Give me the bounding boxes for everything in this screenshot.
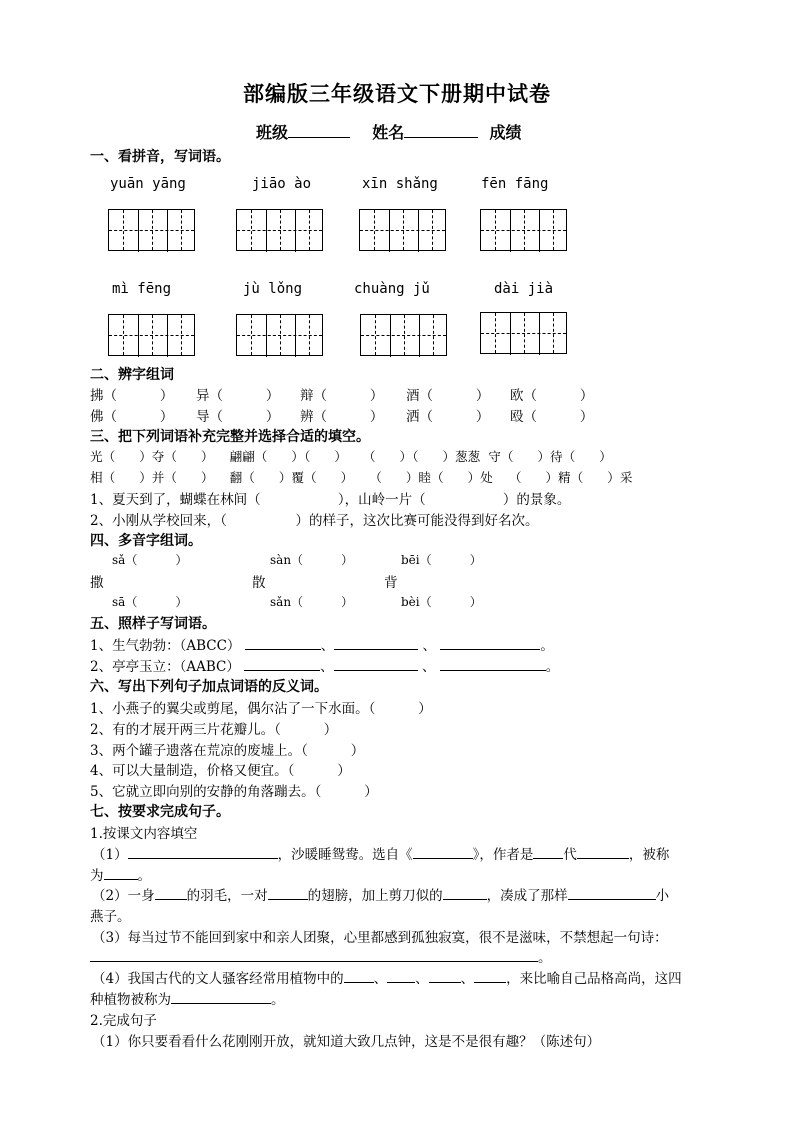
text: ，凑成了那样 [486, 888, 568, 904]
text: 。 [538, 950, 552, 966]
text: 、 [460, 971, 475, 987]
fill-line-3: （3）每当过节不能回到家中和亲人团聚，心里都感到孤独寂寞，很不是滋味，不禁想起一句诗： [92, 930, 668, 946]
name-field[interactable] [404, 123, 478, 138]
text: （4）我国古代的文人骚客经常用植物中的 [92, 971, 344, 987]
section-7-heading: 七、按要求完成句子。 [90, 804, 230, 820]
polyphone-reading: bèi（ ） [401, 595, 482, 609]
char-item: 酒（ ） [406, 388, 490, 404]
text: 、 [415, 971, 429, 987]
answer-blank[interactable] [128, 844, 278, 859]
antonym-item: 4、可以大量制造，价格又便宜。（ ） [90, 763, 351, 779]
antonym-item: 5、它就立即向别的安静的角落蹦去。（ ） [90, 784, 378, 800]
section-4-heading: 四、多音字组词。 [90, 533, 202, 549]
polyphone-char: 散 [252, 575, 266, 591]
answer-blank[interactable] [268, 885, 308, 900]
char-item: 欧（ ） [510, 388, 594, 404]
answer-blank[interactable] [334, 656, 418, 671]
char-item: 导（ ） [196, 409, 280, 425]
text: 》，作者是 [472, 847, 534, 863]
text: 种植物被称为 [90, 992, 171, 1008]
polyphone-char: 背 [384, 575, 398, 591]
section-3-heading: 三、把下列词语补充完整并选择合适的填空。 [90, 429, 370, 445]
writing-box[interactable] [236, 209, 323, 251]
section-1-heading: 一、看拼音，写词语。 [90, 149, 230, 165]
pinyin-3: xīn shǎng [362, 176, 438, 192]
subsection-1: 1.按课文内容填空 [90, 826, 198, 842]
section-5-heading: 五、照样子写词语。 [90, 616, 216, 632]
antonym-item: 2、有的才展开两三片花瓣儿。（ ） [90, 722, 338, 738]
text: 。 [271, 992, 285, 1008]
sentence-task-1: （1）你只要看看什么花刚刚开放，就知道大致几点钟，这是不是很有趣？（陈述句） [92, 1034, 601, 1050]
answer-blank[interactable] [90, 947, 538, 962]
idiom-row-1: 光（ ）夺（ ） 翩翩（ ）（ ） （ ）（ ）葱葱 守（ ）待（ ） [90, 449, 612, 464]
fill-question-2: 2、小刚从学校回来，（ ）的样子，这次比赛可能没得到好名次。 [90, 513, 539, 529]
answer-blank[interactable] [429, 968, 461, 983]
page-title: 部编版三年级语文下册期中试卷 [243, 81, 551, 106]
separator: 、 [320, 659, 334, 675]
answer-blank[interactable] [334, 635, 418, 650]
text: 为 [90, 868, 104, 884]
char-item: 辩（ ） [300, 388, 384, 404]
text: 小 [655, 888, 670, 904]
polyphone-reading: sǎn（ ） [270, 595, 354, 609]
student-info-line [256, 120, 521, 143]
fill-line-1 [92, 843, 669, 863]
section-2-heading: 二、辨字组词 [90, 367, 174, 383]
text: ，沙暖睡鸳鸯。选自《 [277, 847, 413, 863]
pattern-row-2 [90, 655, 559, 675]
writing-box[interactable] [236, 314, 323, 356]
answer-blank[interactable] [244, 656, 320, 671]
subsection-2: 2.完成句子 [90, 1013, 157, 1029]
text: （2）一身 [92, 888, 155, 904]
answer-blank[interactable] [171, 989, 271, 1004]
name-label: 姓名 [372, 123, 405, 142]
idiom-row-2: 相（ ）并（ ） 翻（ ）覆（ ） （ ）睦（ ）处 （ ）精（ ）采 [90, 470, 633, 485]
fill-line-2 [92, 884, 669, 904]
fill-question-1: 1、夏天到了，蝴蝶在林间（ ），山岭一片（ ）的景象。 [90, 492, 571, 508]
answer-blank[interactable] [104, 865, 138, 880]
text: ，来比喻自己品格高尚，这四 [506, 971, 682, 987]
answer-blank[interactable] [344, 968, 374, 983]
answer-blank[interactable] [440, 635, 540, 650]
answer-blank[interactable] [443, 885, 487, 900]
pattern-row-1 [90, 634, 554, 654]
answer-blank[interactable] [413, 844, 473, 859]
char-item: 殴（ ） [510, 409, 594, 425]
text: 的翅膀，加上剪刀似的 [307, 888, 443, 904]
answer-blank[interactable] [245, 635, 321, 650]
answer-blank[interactable] [155, 885, 187, 900]
text: ，被称 [628, 847, 670, 863]
period: 。 [540, 638, 554, 654]
writing-box[interactable] [480, 312, 567, 354]
polyphone-reading: sàn（ ） [270, 553, 354, 567]
fill-line-2b: 燕子。 [90, 909, 131, 925]
char-item: 佛（ ） [90, 409, 174, 425]
fill-line-3b [90, 946, 552, 966]
period: 。 [545, 659, 560, 675]
char-item: 拂（ ） [90, 388, 174, 404]
pattern-label: 2、亭亭玉立：（AABC） [90, 659, 240, 675]
separator: 、 [422, 638, 437, 654]
pattern-label: 1、生气勃勃：（ABCC） [90, 638, 241, 654]
fill-line-1b [90, 864, 151, 884]
section-6-heading: 六、写出下列句子加点词语的反义词。 [90, 679, 328, 695]
answer-blank[interactable] [474, 968, 506, 983]
answer-blank[interactable] [387, 968, 415, 983]
answer-blank[interactable] [577, 844, 629, 859]
text: 的羽毛，一对 [186, 888, 268, 904]
pinyin-6: jù lǒng [243, 281, 303, 297]
polyphone-reading: sǎ（ ） [112, 553, 188, 567]
separator: 、 [421, 659, 436, 675]
text: 、 [373, 971, 388, 987]
char-item: 辨（ ） [300, 409, 384, 425]
fill-line-4 [92, 967, 682, 987]
item-number: （1） [92, 847, 128, 863]
score-label: 成绩 [489, 123, 522, 142]
writing-box[interactable] [108, 209, 195, 251]
separator: 、 [320, 638, 335, 654]
polyphone-reading: sā（ ） [112, 595, 188, 609]
answer-blank[interactable] [568, 885, 656, 900]
pinyin-5: mì fēng [112, 281, 172, 297]
pinyin-2: jiāo ào [252, 176, 312, 192]
polyphone-reading: bēi（ ） [401, 553, 482, 567]
char-item: 异（ ） [196, 388, 280, 404]
text: 。 [137, 868, 151, 884]
answer-blank[interactable] [533, 844, 563, 859]
antonym-item: 3、两个罐子遗落在荒凉的废墟上。（ ） [90, 743, 365, 759]
pinyin-7: chuàng jǔ [354, 281, 430, 297]
writing-box[interactable] [360, 314, 447, 356]
pinyin-8: dài jià [494, 281, 554, 297]
pinyin-4: fēn fāng [481, 176, 549, 192]
writing-box[interactable] [359, 209, 446, 251]
class-field[interactable] [288, 123, 350, 138]
writing-box[interactable] [480, 209, 567, 251]
pinyin-1: yuān yāng [110, 176, 186, 192]
text: 代 [563, 847, 577, 863]
writing-box[interactable] [108, 314, 195, 356]
char-item: 洒（ ） [406, 409, 490, 425]
fill-line-4b [90, 988, 285, 1008]
class-label: 班级 [256, 123, 289, 142]
antonym-item: 1、小燕子的翼尖或剪尾，偶尔沾了一下水面。（ ） [90, 701, 432, 717]
answer-blank[interactable] [440, 656, 546, 671]
polyphone-char: 撒 [90, 575, 104, 591]
